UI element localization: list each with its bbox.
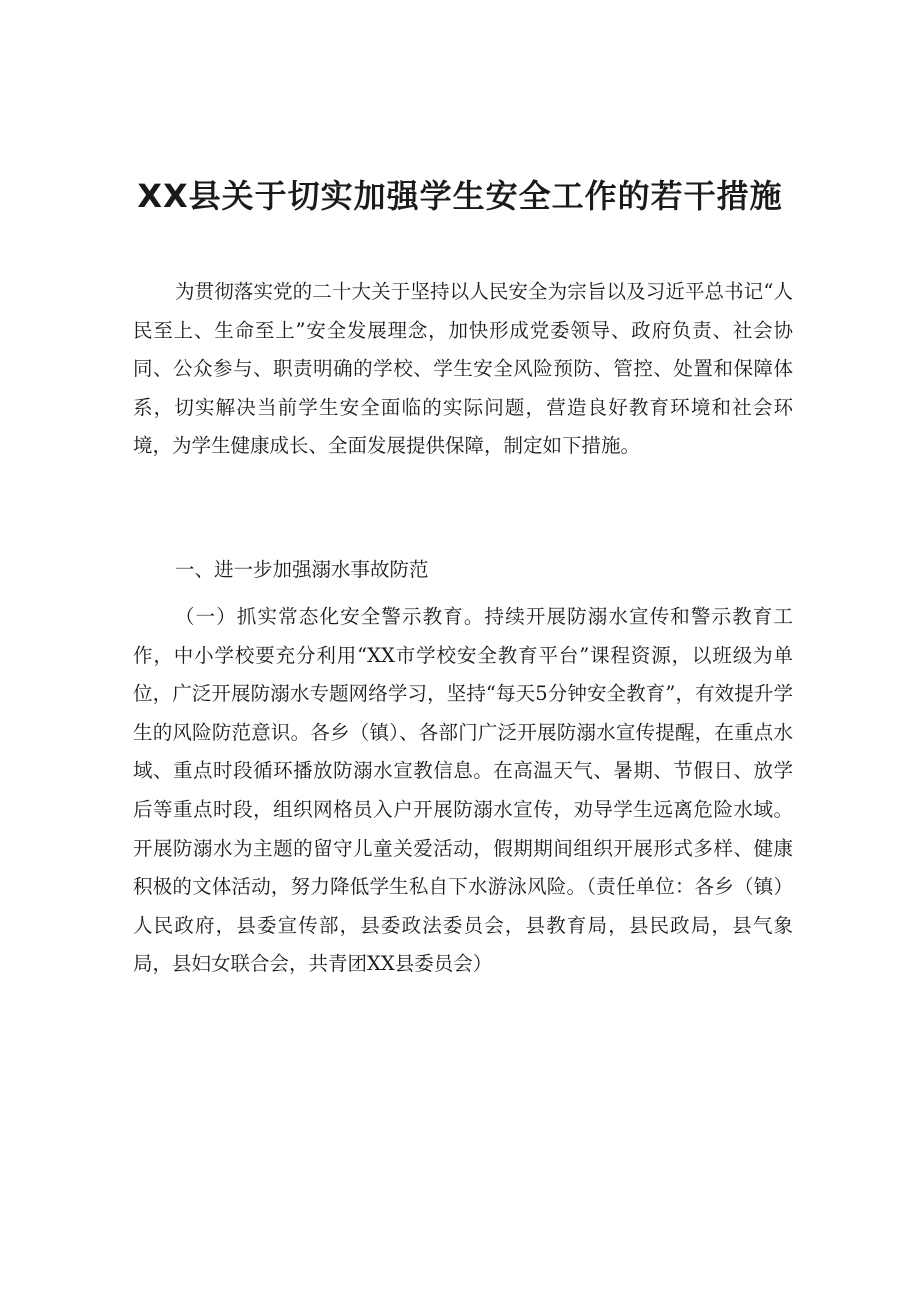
section-heading: 一、进一步加强溺水事故防范 <box>175 558 429 581</box>
measure-paragraph: （一）抓实常态化安全警示教育。持续开展防溺水宣传和警示教育工作，中小学校要充分利用“XX市学校安全教育平台”课程资源，以班级为单位，广泛开展防溺水专题网络学习，坚持“每天5分钟安全教育”，有效提升学生的风险防范意识。各乡（镇）、各部门广泛开展防溺水宣传提醒，在重点水域、重点时段循环播放防溺水宣教信息。在高温天气、暑期、节假日、放学后等重点时段，组织网格员入户开展防溺水宣传，劝导学生远离危险水域。开展防溺水为主题的留守儿童关爱活动，假期期间组织开展形式多样、健康积极的文体活动，努力降低学生私自下水游泳风险。（责任单位：各乡（镇）人民政府，县委宣传部，县委政法委员会，县教育局，县民政局，县气象局，县妇女联合会，共青团XX县委员会） <box>133 605 793 976</box>
intro-paragraph: 为贯彻落实党的二十大关于坚持以人民安全为宗旨以及习近平总书记“人民至上、生命至上”安全发展理念，加快形成党委领导、政府负责、社会协同、公众参与、职责明确的学校、学生安全风险预防、管控、处置和保障体系，切实解决当前学生安全面临的实际问题，营造良好教育环境和社会环境，为学生健康成长、全面发展提供保障，制定如下措施。 <box>133 280 793 458</box>
document-title: XX县关于切实加强学生安全工作的若干措施 <box>137 177 783 215</box>
